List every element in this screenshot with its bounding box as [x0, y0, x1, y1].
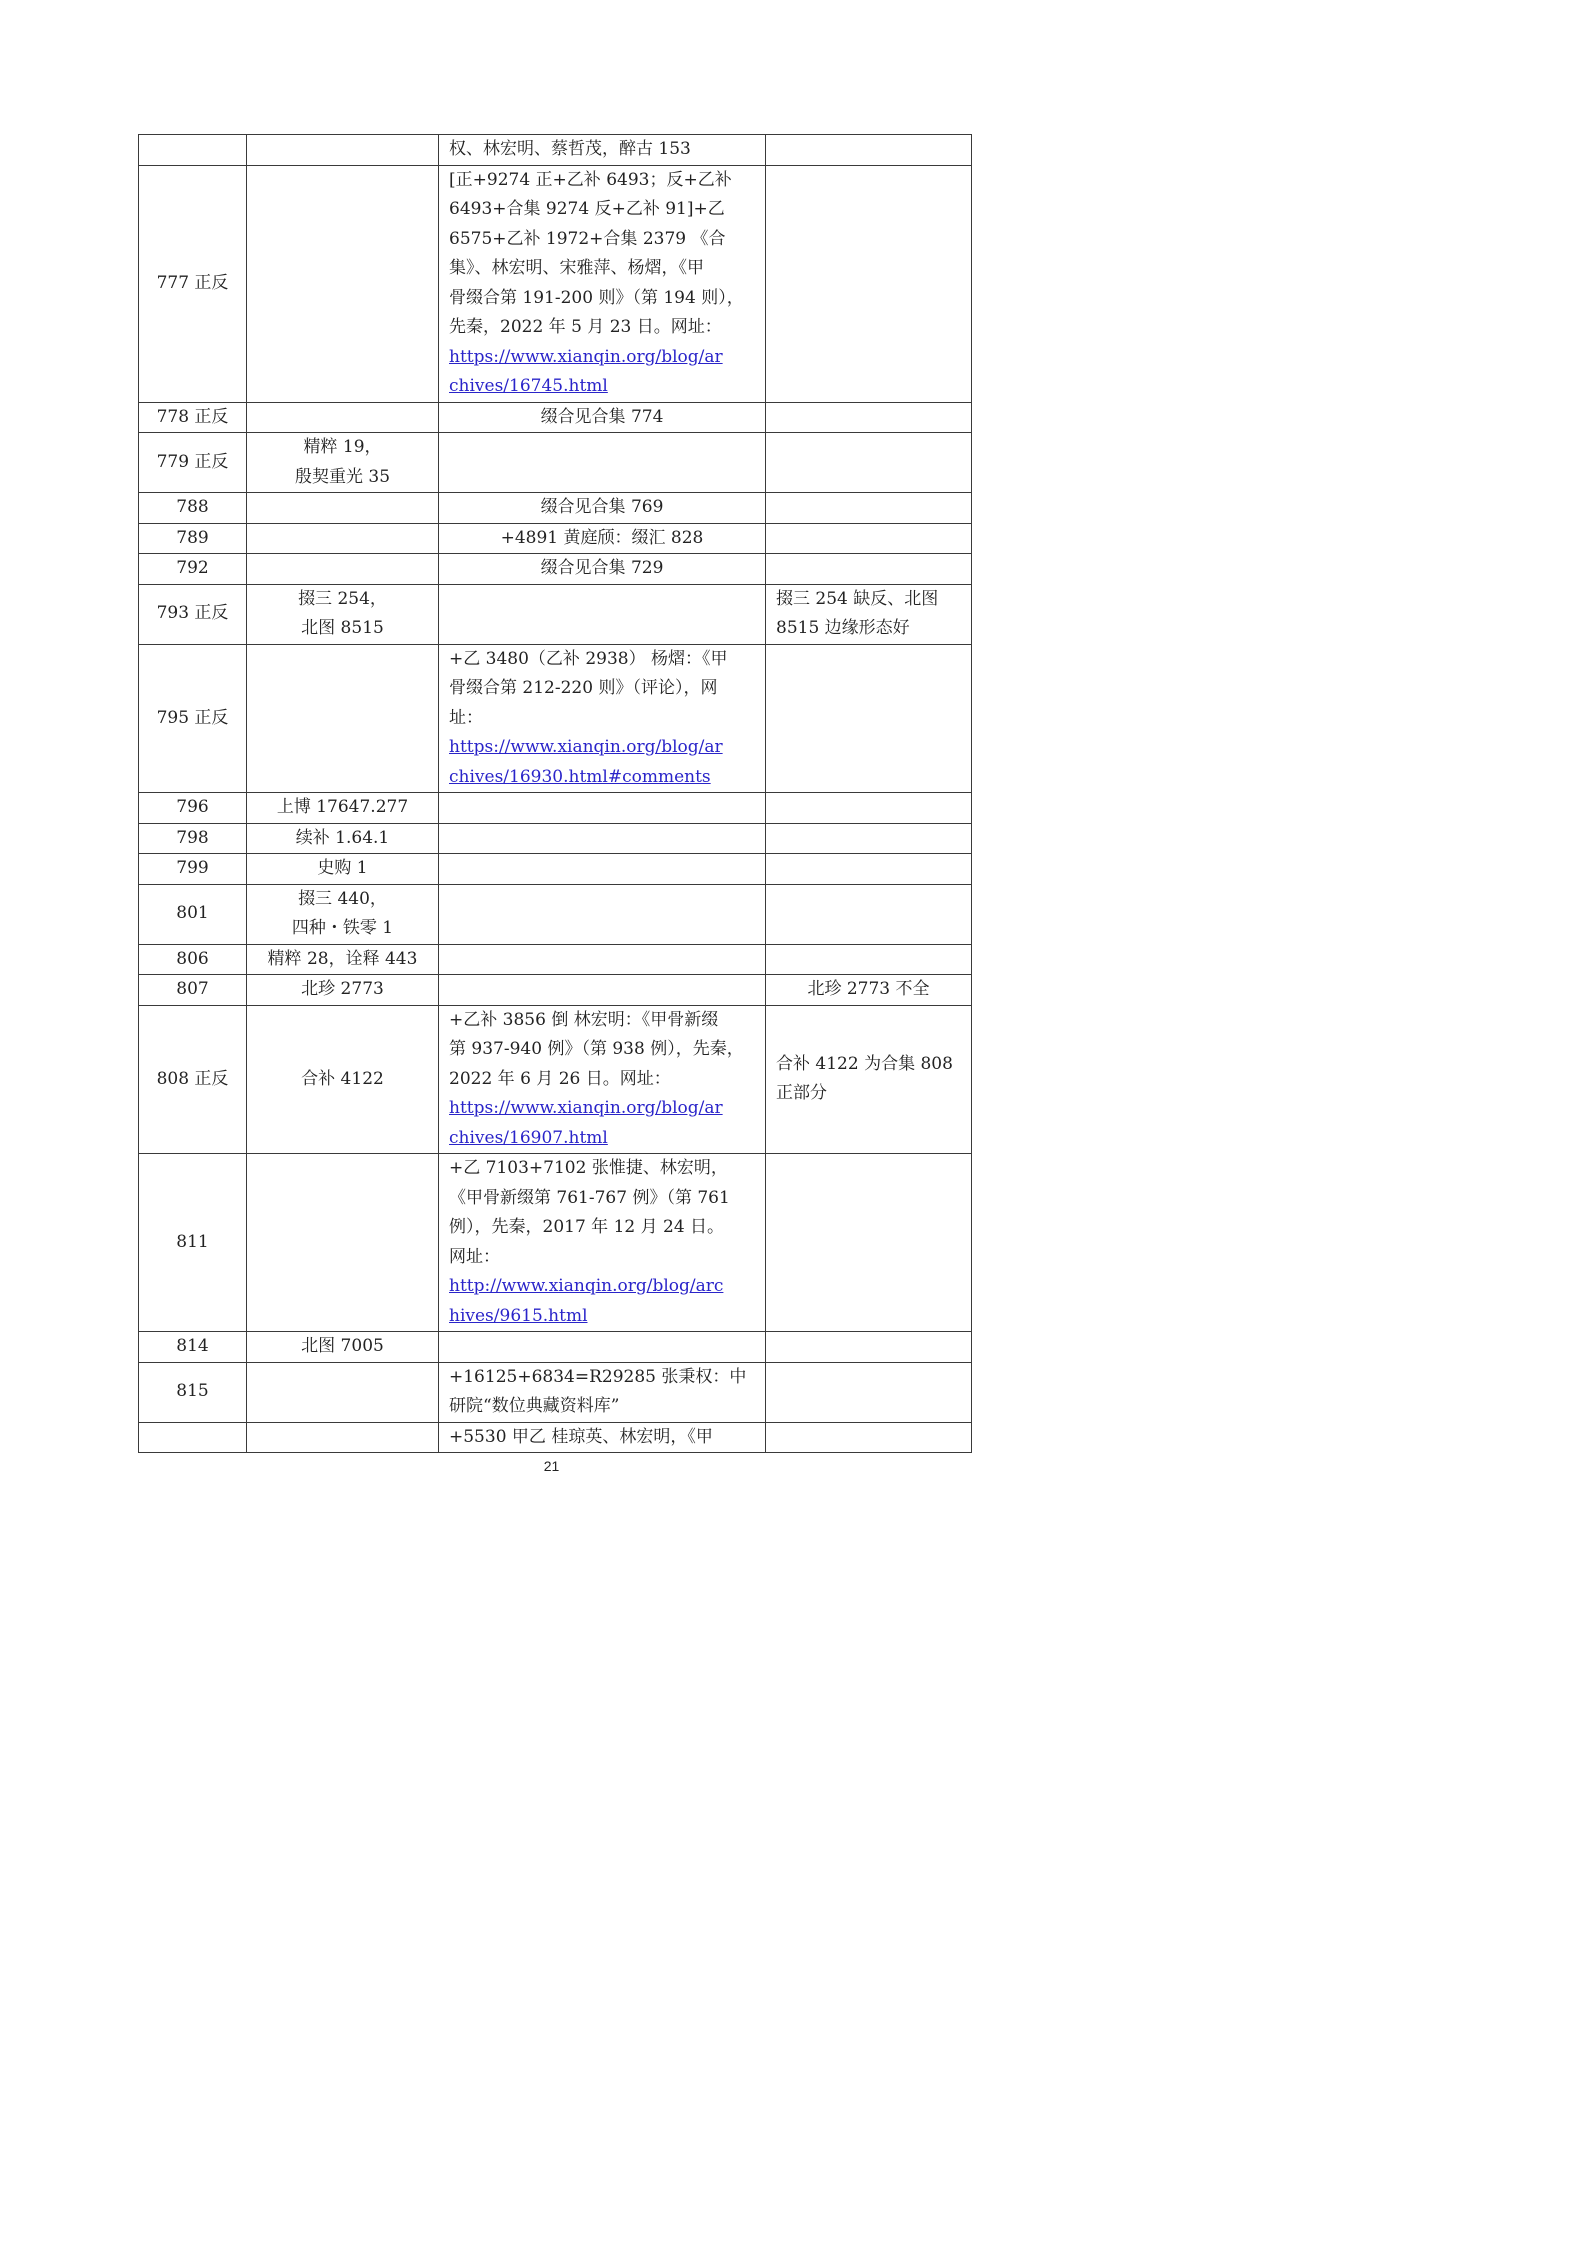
cell-line: 骨缀合第 191-200 则》（第 194 则），	[449, 287, 744, 308]
plate-number-cell	[139, 554, 247, 585]
note-cell	[766, 523, 972, 554]
table-row	[139, 975, 972, 1006]
note-cell	[766, 854, 972, 885]
cell-line: [正+9274 正+乙补 6493；反+乙补	[449, 169, 732, 190]
source-link[interactable]: chives/16745.html	[449, 376, 608, 396]
cell-line: 815	[176, 1381, 209, 1402]
cell-line: 北珍 2773 不全	[807, 979, 930, 999]
note-cell	[766, 402, 972, 433]
source-link[interactable]: hives/9615.html	[449, 1305, 588, 1326]
cell-line: 史购 1	[317, 858, 368, 878]
cell-line: 合补 4122	[301, 1068, 384, 1089]
note-cell	[766, 1362, 972, 1422]
source-link[interactable]: chives/16907.html	[449, 1127, 608, 1148]
table-row	[139, 1005, 972, 1154]
plate-number-cell	[139, 793, 247, 824]
cell-line: 精粹 28，诠释 443	[267, 948, 418, 969]
join-cell	[439, 1154, 766, 1332]
cell-line: 址：	[449, 707, 483, 728]
cell-line: +乙补 3856 倒 林宏明：《甲骨新缀	[449, 1009, 719, 1030]
join-cell	[439, 793, 766, 824]
duplicate-cell	[247, 644, 439, 793]
cell-line: 779 正反	[156, 451, 229, 472]
note-cell	[766, 1332, 972, 1363]
cell-line: +乙 3480（乙补 2938） 杨熠：《甲	[449, 648, 728, 669]
duplicate-cell	[247, 135, 439, 166]
cell-line: 掇三 254，	[298, 588, 387, 609]
duplicate-cell	[247, 975, 439, 1006]
table-row	[139, 584, 972, 644]
join-cell	[439, 584, 766, 644]
note-cell	[766, 944, 972, 975]
plate-number-cell	[139, 402, 247, 433]
join-cell	[439, 1362, 766, 1422]
cell-line: 第 937-940 例》（第 938 例），先秦，	[449, 1039, 744, 1059]
plate-number-cell	[139, 884, 247, 944]
join-cell	[439, 884, 766, 944]
cell-line: 6575+乙补 1972+合集 2379 《合	[449, 228, 726, 249]
duplicate-cell	[247, 523, 439, 554]
cell-line: 799	[176, 858, 209, 878]
plate-number-cell	[139, 584, 247, 644]
source-link[interactable]: http://www.xianqin.org/blog/arc	[449, 1276, 724, 1296]
cell-line: 北图 8515	[301, 618, 384, 638]
cell-line: 先秦，2022 年 5 月 23 日。网址：	[449, 317, 722, 337]
plate-number-cell	[139, 135, 247, 166]
note-cell	[766, 1005, 972, 1154]
cell-line: 798	[176, 827, 209, 848]
duplicate-cell	[247, 1005, 439, 1154]
join-cell	[439, 135, 766, 166]
plate-number-cell	[139, 523, 247, 554]
table-row	[139, 884, 972, 944]
plate-number-cell	[139, 823, 247, 854]
duplicate-cell	[247, 854, 439, 885]
cell-line: +乙 7103+7102 张惟捷、林宏明，	[449, 1158, 728, 1178]
source-link[interactable]: https://www.xianqin.org/blog/ar	[449, 1098, 723, 1118]
cell-line: 801	[176, 903, 209, 924]
table-row	[139, 1362, 972, 1422]
note-cell	[766, 1422, 972, 1453]
duplicate-cell	[247, 1154, 439, 1332]
cell-line: 北图 7005	[301, 1336, 384, 1356]
cell-line: 骨缀合第 212-220 则》（评论），网	[449, 678, 718, 698]
table-row	[139, 1332, 972, 1363]
table-row	[139, 135, 972, 166]
note-cell	[766, 165, 972, 402]
note-cell	[766, 433, 972, 493]
duplicate-cell	[247, 793, 439, 824]
cell-line: +4891 黄庭颀：缀汇 828	[500, 527, 704, 548]
cell-line: 777 正反	[156, 272, 229, 293]
join-cell	[439, 523, 766, 554]
source-link[interactable]: https://www.xianqin.org/blog/ar	[449, 737, 723, 757]
cell-line: 四种・铁零 1	[291, 918, 394, 938]
page-number: 21	[543, 1458, 560, 1474]
duplicate-cell	[247, 165, 439, 402]
duplicate-cell	[247, 433, 439, 493]
note-cell	[766, 584, 972, 644]
plate-number-cell	[139, 1154, 247, 1332]
cell-line: 上博 17647.277	[276, 797, 409, 817]
join-cell	[439, 823, 766, 854]
duplicate-cell	[247, 884, 439, 944]
note-cell	[766, 793, 972, 824]
table-row	[139, 523, 972, 554]
plate-number-cell	[139, 1332, 247, 1363]
table-row	[139, 644, 972, 793]
join-cell	[439, 402, 766, 433]
plate-number-cell	[139, 644, 247, 793]
cell-line: 808 正反	[156, 1068, 229, 1089]
table-row	[139, 402, 972, 433]
cell-line: 掇三 440，	[298, 888, 387, 909]
table-row	[139, 823, 972, 854]
note-cell	[766, 975, 972, 1006]
source-link[interactable]: https://www.xianqin.org/blog/ar	[449, 346, 723, 367]
note-cell	[766, 823, 972, 854]
cell-line: 806	[176, 948, 209, 969]
note-cell	[766, 884, 972, 944]
duplicate-cell	[247, 1422, 439, 1453]
plate-number-cell	[139, 493, 247, 524]
cell-line: 788	[176, 497, 209, 517]
join-cell	[439, 644, 766, 793]
join-cell	[439, 554, 766, 585]
duplicate-cell	[247, 554, 439, 585]
duplicate-cell	[247, 493, 439, 524]
source-link[interactable]: chives/16930.html#comments	[449, 766, 711, 787]
duplicate-cell	[247, 584, 439, 644]
cell-line: 缀合见合集 769	[540, 497, 664, 517]
table-row	[139, 1154, 972, 1332]
cell-line: 集》、林宏明、宋雅萍、杨熠，《甲	[449, 258, 704, 278]
cell-line: 例），先秦，2017 年 12 月 24 日。	[449, 1217, 725, 1237]
cell-line: 北珍 2773	[301, 979, 384, 999]
cell-line: 殷契重光 35	[294, 466, 391, 487]
note-cell	[766, 135, 972, 166]
join-cell	[439, 493, 766, 524]
note-cell	[766, 493, 972, 524]
duplicate-cell	[247, 823, 439, 854]
table-row	[139, 433, 972, 493]
plate-number-cell	[139, 1005, 247, 1154]
join-cell	[439, 1005, 766, 1154]
cell-line: 795 正反	[156, 707, 229, 728]
table-row	[139, 854, 972, 885]
cell-line: 814	[176, 1336, 209, 1356]
duplicate-cell	[247, 1362, 439, 1422]
cell-line: 811	[176, 1231, 209, 1252]
cell-line: 缀合见合集 729	[540, 558, 664, 578]
cell-line: +16125+6834=R29285 张秉权：中	[449, 1366, 747, 1387]
cell-line: 789	[176, 527, 209, 548]
cell-line: 8515 边缘形态好	[776, 618, 910, 638]
cell-line: +5530 甲乙 桂琼英、林宏明，《甲	[449, 1426, 713, 1447]
plate-number-cell	[139, 944, 247, 975]
cell-line: 缀合见合集 774	[540, 406, 664, 427]
cell-line: 权、林宏明、蔡哲茂，醉古 153	[449, 139, 691, 159]
cell-line: 778 正反	[156, 406, 229, 427]
cell-line: 正部分	[776, 1083, 827, 1104]
cell-line: 792	[176, 558, 209, 578]
cell-line: 研院“数位典藏资料库”	[449, 1396, 620, 1416]
cell-line: 2022 年 6 月 26 日。网址：	[449, 1068, 671, 1089]
join-cell	[439, 165, 766, 402]
cell-line: 796	[176, 797, 209, 817]
note-cell	[766, 644, 972, 793]
join-cell	[439, 975, 766, 1006]
note-cell	[766, 554, 972, 585]
cell-line: 793 正反	[156, 603, 229, 624]
cell-line: 续补 1.64.1	[295, 827, 390, 848]
cell-line: 807	[176, 979, 209, 999]
join-cell	[439, 1332, 766, 1363]
table-row	[139, 1422, 972, 1453]
plate-number-cell	[139, 854, 247, 885]
table-body	[139, 135, 972, 1453]
cell-line: 精粹 19，	[303, 437, 382, 457]
table-row	[139, 493, 972, 524]
duplicate-cell	[247, 1332, 439, 1363]
plate-number-cell	[139, 1422, 247, 1453]
table-row	[139, 554, 972, 585]
join-cell	[439, 1422, 766, 1453]
cell-line: 掇三 254 缺反、北图	[776, 588, 939, 609]
join-cell	[439, 854, 766, 885]
duplicate-cell	[247, 944, 439, 975]
cell-line: 网址：	[449, 1246, 500, 1267]
join-cell	[439, 433, 766, 493]
plate-number-cell	[139, 433, 247, 493]
oracle-bone-joins-table	[138, 134, 972, 1453]
table-row	[139, 793, 972, 824]
plate-number-cell	[139, 165, 247, 402]
table-row	[139, 165, 972, 402]
plate-number-cell	[139, 1362, 247, 1422]
cell-line: 《甲骨新缀第 761-767 例》（第 761	[449, 1187, 730, 1208]
cell-line: 6493+合集 9274 反+乙补 91]+乙	[449, 199, 725, 219]
note-cell	[766, 1154, 972, 1332]
duplicate-cell	[247, 402, 439, 433]
table-row	[139, 944, 972, 975]
plate-number-cell	[139, 975, 247, 1006]
cell-line: 合补 4122 为合集 808	[776, 1053, 953, 1074]
join-cell	[439, 944, 766, 975]
